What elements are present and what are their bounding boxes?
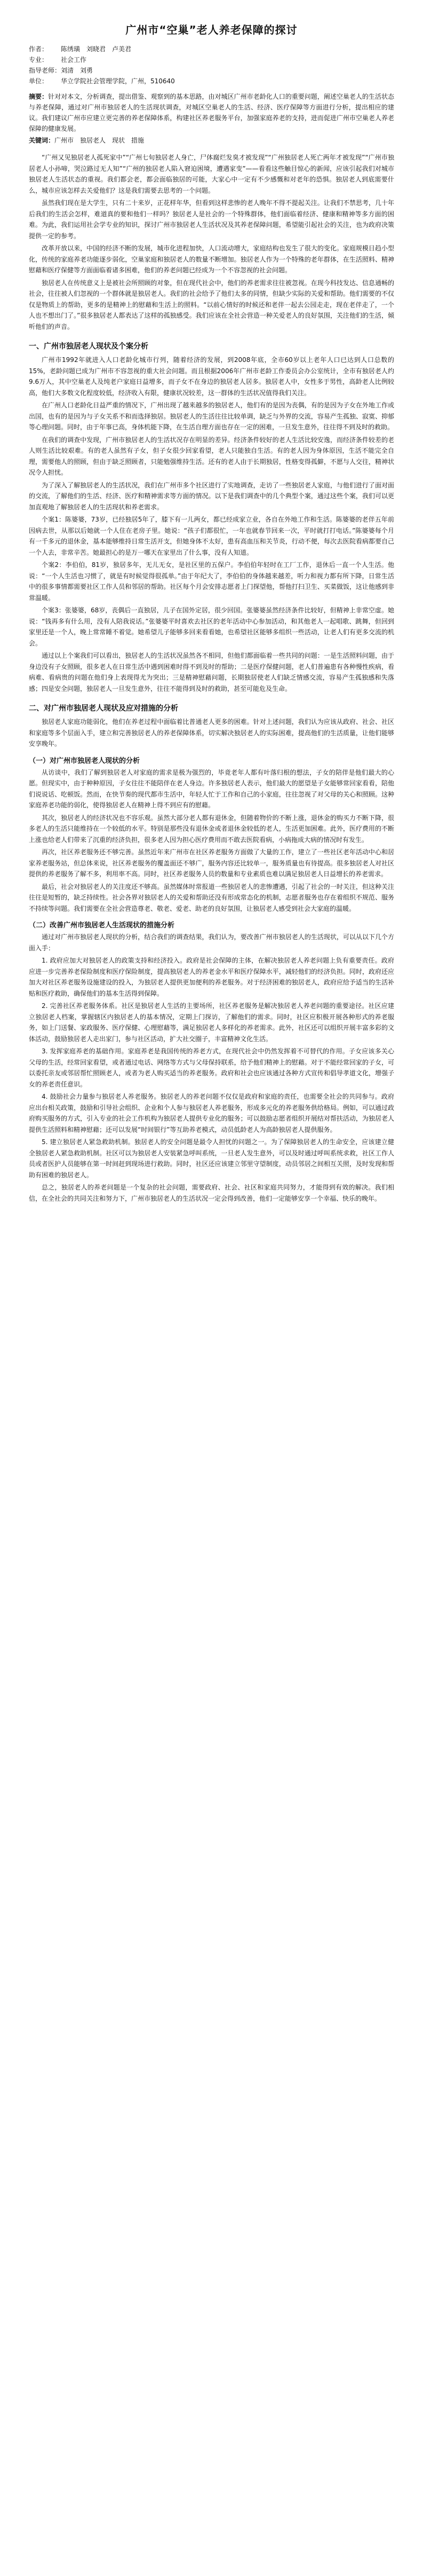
- paragraph: 再次，社区养老服务还不够完善。虽然近年来广州市在社区养老服务方面做了大量的工作，建立了一些社区老年活动中心和居家养老服务站，但总体来说，社区养老服务的覆盖面还不够广，服务内容还比较单一，服务质量也有待提高。很多独居老人对社区提供的养老服务了解不多，利用率不高。同时，社区养老服务人员的数量和专业素质也难以满足独居老人日益增长的养老需求。: [29, 848, 394, 878]
- meta-label: 专业：: [29, 56, 49, 64]
- paragraph: 总之，独居老人的养老问题是一个复杂的社会问题，需要政府、社会、社区和家庭共同努力，才能得到有效的解决。我们相信，在全社会的共同关注和努力下，广州市独居老人的生活状况一定会得到改善，他们一定能够安享一个幸福、快乐的晚年。: [29, 1184, 394, 1202]
- paragraph: 在广州人口老龄化日益严重的情况下，广州出现了越来越多的独居老人，他们有的是因为丧偶，有的是因为子女在外地工作或出国，也有的是因为与子女关系不和而选择独居。独居老人的生活往往比较单调，缺乏与外界的交流，容易产生孤独、寂寞、抑郁等心理问题。同时，由于年事已高，身体机能下降，在生活自理方面也存在一定的困难，一旦发生意外，往往得不到及时的救助。: [29, 401, 394, 431]
- keywords-text: 广州市 独居老人 现状 措施: [54, 137, 145, 144]
- paragraph: 独居老人家庭功能弱化，他们在养老过程中面临着比普通老人更多的困难。针对上述问题，我们认为应该从政府、社会、社区和家庭等多个层面入手，建立和完善独居老人的养老保障体系，切实解决独居老人的实际困难，提高他们的生活质量，让他们能够安享晚年。: [29, 718, 394, 747]
- paragraph: 通过以上个案我们可以看出，独居老人的生活状况虽然各不相同，但他们都面临着一些共同的问题：一是生活照料问题，由于身边没有子女照顾，很多老人在日常生活中遇到困难时得不到及时的帮助；二是医疗保健问题，老人们普遍患有各种慢性疾病，看病难、看病贵的问题在他们身上表现得尤为突出；三是精神慰藉问题，长期独居使老人们缺乏情感交流，容易产生孤独感和失落感；四是安全问题，独居老人一旦发生意外，往往不能得到及时的救助，甚至可能危及生命。: [29, 652, 394, 692]
- paragraph: 改革开放以来，中国的经济不断的发展，城市化进程加快，人口流动增大，家庭结构也发生了很大的变化。家庭规模日趋小型化，传统的家庭养老功能逐步弱化，空巢家庭和独居老人的数量不断增加。独居老人作为一个特殊的老年群体，在生活照料、精神慰藉和医疗保健等方面面临着诸多困难，他们的养老问题已经成为一个不容忽视的社会问题。: [29, 245, 394, 274]
- meta-label: 单位：: [29, 77, 49, 85]
- paragraph: 虽然我们现在是大学生，只有二十来岁，正花样年华，但看到这样悲惨的老人晚年不得不提起关注。让我们不禁思考，几十年后我们的生活会怎样，难道真的要和他们一样吗？独居老人是社会的一个特殊群体，他们面临着经济、健康和精神等多方面的困难。为此，我们运用社会学专业的知识，探讨广州市独居老人生活状况及其养老保障问题，希望能引起社会的关注，也为政府决策提供一定的参考。: [29, 199, 394, 240]
- paragraph: 3. 发挥家庭养老的基础作用。家庭养老是我国传统的养老方式，在现代社会中仍然发挥着不可替代的作用。子女应该多关心父母的生活，经常回家看望，或者通过电话、网络等方式与父母保持联系，给予他们精神上的慰藉。对于不能经常回家的子女，可以委托亲友或邻居帮忙照顾老人，或者为老人购买适当的养老服务。政府和社会也应该通过各种方式宣传和倡导孝道文化，增强子女的养老责任意识。: [29, 1047, 394, 1088]
- abstract-label: 摘要：: [29, 93, 49, 100]
- paragraph: “广州又见独居老人孤死家中”“广州七旬独居老人身亡，尸体腐烂发臭才被发现”“广州独居老人死亡两年才被发现”“广州市独居老人小孙啼，哭泣路过无人知”“广州的独居老人陷入窘迫困境，遭遇家变”——看看这些触目惊心的新闻，应该引起我们对城市独居老人生活状态的重视。我们都会老，都会面临独居的可能，大家心中一定有不少感慨和对老年的恐惧。独居老人到底需要什么，城市应该怎样去关爱他们？这是我们需要去思考的一个问题。: [29, 154, 394, 194]
- paragraph: 通过对广州市独居老人现状的分析，结合我们的调查结果，我们认为，要改善广州市独居老人的生活现状，可以从以下几个方面入手：: [29, 933, 394, 952]
- paragraph: 最后，社会对独居老人的关注度还不够高。虽然媒体时常报道一些独居老人的悲惨遭遇，引起了社会的一时关注，但这种关注往往是短暂的，缺乏持续性。社会各界对独居老人的关爱和帮助还没有形成常态化的机制，志愿者服务也存在着组织不规范、服务不持续等问题。我们需要在全社会营造尊老、敬老、爱老、助老的良好氛围，让独居老人感受到社会大家庭的温暖。: [29, 883, 394, 912]
- paragraph: 5. 建立独居老人紧急救助机制。独居老人的安全问题是最令人担忧的问题之一。为了保障独居老人的生命安全，应该建立健全独居老人紧急救助机制。社区可以为独居老人安装紧急呼叫系统，一旦老人发生意外，可以及时通过呼叫系统求救，社区工作人员或者医护人员能够在第一时间赶到现场进行救助。同时，社区还应该建立邻里守望制度，动员邻居之间相互关照，及时发现和帮助有困难的独居老人。: [29, 1138, 394, 1179]
- paragraph: 其次，独居老人的经济状况也不容乐观。虽然大部分老人都有退休金，但随着物价的不断上涨，退休金的购买力不断下降，很多老人的生活只能维持在一个较低的水平。特别是那些没有退休金或者退休金较低的老人，生活更加困难。此外，医疗费用的不断上涨也给老人们带来了沉重的经济负担，很多老人因为担心医疗费用而不敢去医院看病，小病拖成大病的情况时有发生。: [29, 814, 394, 844]
- meta-unit: [29, 76, 394, 86]
- meta-value: 社会工作: [61, 56, 87, 64]
- case-paragraph: 个案3：张婆婆，68岁，丧偶后一直独居，儿子在国外定居，很少回国。张婆婆虽然经济条件比较好，但精神上非常空虚。她说：“钱再多有什么用，没有人陪我说话。”张婆婆平时喜欢去社区的老年活动中心参加活动，和其他老人一起唱歌、跳舞，但回到家里还是一个人，晚上常常睡不着觉。她希望儿子能够多回来看看她，也希望社区能够多组织一些活动，让老人们有更多交流的机会。: [29, 606, 394, 647]
- section-heading: 一、广州市独居老人现状及个案分析: [29, 342, 148, 351]
- meta-value: 陈绣璜 刘晓君 卢美君: [61, 45, 132, 53]
- paragraph: 2. 完善社区养老服务体系。社区是独居老人生活的主要场所，社区养老服务是解决独居老人养老问题的重要途径。社区应建立独居老人档案，掌握辖区内独居老人的基本情况，定期上门探访，了解他们的需求。同时，社区应积极开展各种形式的养老服务，如上门送餐、家政服务、医疗保健、心理慰藉等，满足独居老人多样化的养老需求。此外，社区还可以组织开展丰富多彩的文体活动，鼓励独居老人走出家门，参与社区活动，扩大社交圈子，丰富精神文化生活。: [29, 1002, 394, 1043]
- paragraph: 4. 鼓励社会力量参与独居老人养老服务。独居老人的养老问题不仅仅是政府和家庭的责任，也需要全社会的共同参与。政府应出台相关政策，鼓励和引导社会组织、企业和个人参与独居老人养老服务，形成多元化的养老服务供给格局。例如，可以通过政府购买服务的方式，引入专业的社会工作机构为独居老人提供专业化的服务；可以鼓励志愿者组织开展结对帮扶活动，为独居老人提供生活照料和精神慰藉；还可以发展“时间银行”等互助养老模式，动员低龄老人为高龄独居老人提供服务。: [29, 1093, 394, 1133]
- subsection-heading: （一）对广州市独居老人现状的分析: [29, 757, 140, 765]
- paragraph: 广州市1992年就进入人口老龄化城市行列，随着经济的发展，到2008年底，全市60岁以上老年人口已达到人口总数的15%，老龄问题已成为广州市不容忽视的重大社会问题。而且根据2006年广州市老龄工作委员会办公室统计，全市有独居老人约9.6万人，其中空巢老人及纯老户家庭日益增多，而子女不在身边的独居老人居多。独居老人中，女性多于男性，高龄老人比例较高，他们大多数文化程度较低，经济收入有限，健康状况较差，这一群体的生活状况值得我们关注。: [29, 356, 394, 397]
- paragraph: 1. 政府应加大对独居老人的政策支持和经济投入。政府是社会保障的主体，在解决独居老人养老问题上负有重要责任。政府应进一步完善养老保险制度和医疗保险制度，提高独居老人的养老金水平和医疗保障水平，减轻他们的经济负担。同时，政府还应加大对社区养老服务设施建设的投入，为独居老人提供更加便利的养老服务。对于经济困难的独居老人，政府应给予适当的生活补贴和医疗救助，确保他们的基本生活得到保障。: [29, 957, 394, 997]
- meta-label: 指导老师：: [29, 67, 61, 74]
- paragraph: 为了深入了解独居老人的生活状况，我们在广州市多个社区进行了实地调查，走访了一些独居老人家庭，与他们进行了面对面的交流，了解他们的生活、经济、医疗和精神需求等方面的情况。以下是我们调查中的几个典型个案，通过这些个案，我们可以更加直观地了解独居老人的生活现状和养老需求。: [29, 481, 394, 511]
- abstract-text: 针对对本文，分析调查，提出借鉴、观察到的基本思路，由对城区广州市老龄化人口的重要问题，阐述空巢老人的生活状态与养老保障，通过对广州市独居老人的生活现状调查，对城区空巢老人的生活、经济、医疗保障等方面进行分析，提出相应的建议。我们建议广州市应建立更完善的养老保障体系，构建社区养老服务平台，加强家庭养老的支持，进而促进广州市空巢老人养老保障的健康发展。: [29, 93, 394, 132]
- meta-author: [29, 44, 394, 54]
- paragraph: 从访谈中，我们了解到独居老人对家庭的需求是极为强烈的，毕竟老年人都有叶落归根的想法，子女的陪伴是他们最大的心愿。但现实中，由于种种原因，子女往往不能陪伴在老人身边。许多独居老人表示，他们最大的愿望是子女能够常回家看看，陪他们说说话、吃顿饭。然而，在快节奏的现代都市生活中，年轻人忙于工作和自己的小家庭，往往忽视了对父母的关心和照顾。这种家庭养老功能的弱化，使得独居老人在精神上得不到应有的慰藉。: [29, 768, 394, 809]
- meta-value: 刘清 刘勇: [61, 67, 93, 74]
- abstract: [29, 91, 394, 134]
- section-heading: 二、对广州市独居老人现状及应对措施的分析: [29, 704, 178, 713]
- meta-major: [29, 55, 394, 65]
- paragraph: 在我们的调查中发现，广州市独居老人的生活状况存在明显的差异。经济条件较好的老人生活比较安逸，而经济条件较差的老人则生活比较艰难。有的老人虽然有子女，但子女很少回家看望，老人只能独自生活。有的老人因为身体原因，生活不能完全自理，需要他人的照顾，但由于缺乏照顾者，只能勉强维持生活。还有的老人由于长期独居，性格变得孤僻，不愿与人交往，精神状况令人担忧。: [29, 436, 394, 476]
- keywords: [29, 135, 394, 146]
- keywords-label: 关键词：: [29, 137, 55, 144]
- subsection-heading: （二）改善广州市独居老人生活现状的措施分析: [29, 921, 175, 929]
- meta-advisor: [29, 66, 394, 75]
- paragraph: 独居老人在传统意义上是被社会所照顾的对象，但在现代社会中，他们的养老需求往往被忽视。在现今科技发达、信息通畅的社会，往往被人们忽视的一个群体就是独居老人。我们的社会给予了他们太多的同情，但缺少实际的关爱和帮助。他们需要的不仅仅是物质上的帮助，更多的是精神上的慰藉和生活上的照料。“以前心情好的时候还和老伴一起去公园走走，现在老伴走了，一个人也不想出门了。”很多独居老人都表达了这样的孤独感受。我们应该在全社会营造一种关爱老人的良好氛围，关注他们的生活，倾听他们的声音。: [29, 279, 394, 330]
- section-1: [29, 341, 394, 694]
- meta-label: 作者：: [29, 45, 49, 53]
- intro-section: [29, 152, 394, 332]
- section-2: [29, 703, 394, 1204]
- case-paragraph: 个案1：陈婆婆，73岁，已经独居5年了，膝下有一儿两女，都已经成家立业，各自在外地工作和生活。陈婆婆的老伴五年前因病去世，从那以后她就一个人住在老房子里。她说：“孩子们都很忙，一年也就春节回来一次，平时就打打电话。”陈婆婆每个月有一千多元的退休金，基本能够维持日常生活开支，但她身体不太好，患有高血压和关节炎，行动不便，每次去医院看病都要自己一个人去，非常辛苦。她最担心的是万一哪天在家里出了什么事，没有人知道。: [29, 516, 394, 556]
- meta-value: 华立学院社会管理学院，广州，510640: [61, 77, 175, 85]
- document-title: 广州市“空巢”老人养老保障的探讨: [125, 23, 298, 36]
- author-meta: [29, 44, 394, 86]
- case-paragraph: 个案2：李伯伯，81岁，独居多年，无儿无女，是社区里的五保户。李伯伯年轻时在工厂工作，退休后一直一个人生活。他说：“一个人生活也习惯了，就是有时候觉得很孤单。”由于年纪大了，李伯伯的身体越来越差，听力和视力都有所下降，日常生活中的很多事情都需要社区工作人员和邻居的帮助。社区每个月会安排志愿者上门探望他，帮他打扫卫生、买菜做饭，这让他感到非常温暖。: [29, 561, 394, 602]
